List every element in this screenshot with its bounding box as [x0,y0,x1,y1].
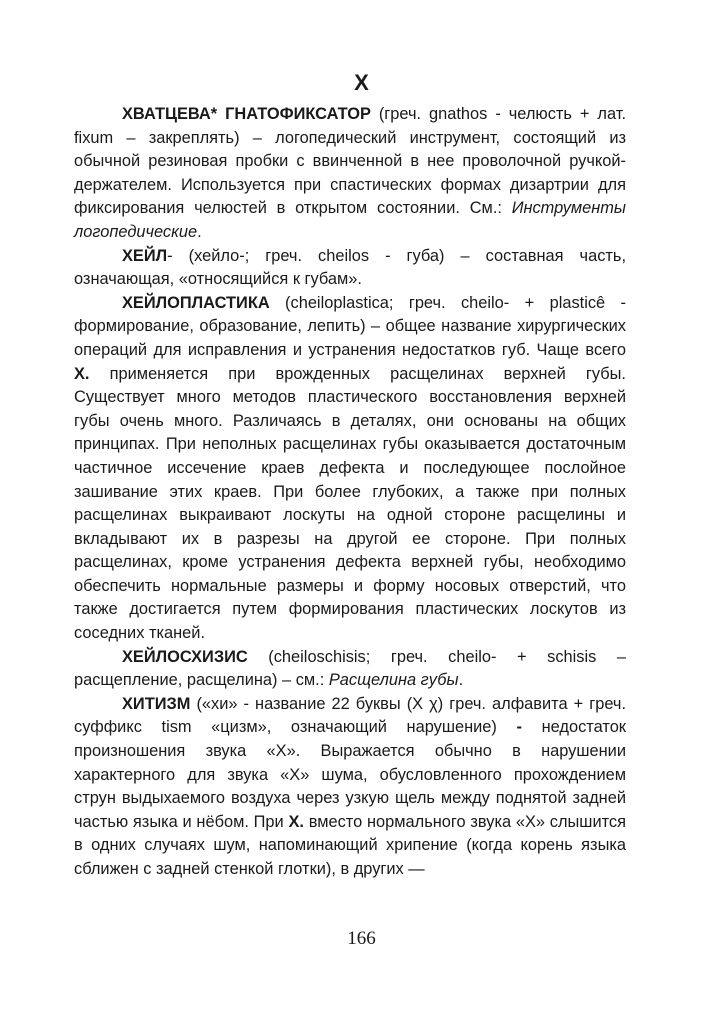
entry-definition-part-2: недостаток произношения звука «Х». Выражается обычно в нарушении характерного для звука «Х» шума, обусловленного прохождением струн выдыхаемого воздуха через узкую щель между поднятой задней частью языка и нёбом. При [74,718,626,831]
entry-term: ХЕЙЛ [122,246,168,265]
entry-definition-part-3: вместо нормального звука «Х» слышится в одних случаях шум, напоминающий хрипение (когда корень языка сближен с задней стенкой глотки), в других — [74,812,627,878]
entry-khvattseva-gnatofiksator [74,103,626,245]
inline-abbreviation: Х. [288,812,304,831]
entry-definition: (cheiloschisis; греч. cheilo- + schisis – расщепление, расщелина) – см.: [74,647,626,690]
entry-tail: . [458,671,464,690]
page-number: 166 [347,928,376,949]
entry-term: ХЕЙЛОПЛАСТИКА [122,293,270,312]
cross-reference: Расщелина губы [328,671,459,690]
entry-definition: - (хейло-; греч. cheilos - губа) – составная часть, означающая, «относящийся к губам». [74,246,626,289]
entry-definition-part-1: («хи» - название 22 буквы (Χ χ) греч. алфавита + греч. суффикс tism «цизм», означающий нарушение) [74,694,626,737]
entry-definition-part-2: применяется при врожденных расщелинах верхней губы. Существует много методов пластического восстановления верхней губы очень много. Различаясь в деталях, они основаны на общих принципах. При неполных расщелинах губы оказывается достаточным частичное иссечение краев дефекта и последующее послойное зашивание этих краев. При более глубоких, а также при полных расщелинах выкраивают лоскуты на одной стороне расщелины и вкладывают их в разрезы на другой ее стороне. При полных расщелинах, кроме устранения дефекта верхней губы, необходимо обеспечить нормальные размеры и форму носовых отверстий, что также достигается путем формирования пластических лоскутов из соседних тканей. [74,364,626,643]
entry-term: ХИТИЗМ [122,694,191,713]
entry-kheiloskhizis [74,646,626,693]
section-letter-heading: Х [354,70,369,95]
entry-khitizm [74,693,626,882]
entry-kheil [74,245,626,292]
entry-term: ХВАТЦЕВА* ГНАТОФИКСАТОР [122,105,371,123]
entry-definition: (греч. gnathos - челюсть + лат. fixum – закреплять) – логопедический инструмент, состоящий из обычной резиновая пробки с ввинченной в нее проволочной ручкой-держателем. Используется при спастических формах дизартрии для фиксирования челюстей в открытом состоянии. См.: [74,105,626,218]
cross-reference: Инструменты логопедические [74,199,626,241]
entry-kheiloplastika [74,292,626,646]
entry-term: ХЕЙЛОСХИЗИС [122,647,248,666]
entry-definition-part-1: (cheiloplastica; греч. cheilo- + plasticê - формирование, образование, лепить) – общее название хирургических операций для исправления и устранения недостатков губ. Чаще всего [74,293,626,359]
inline-abbreviation: Х. [74,364,90,383]
dictionary-body [74,103,626,882]
entry-tail: . [197,222,202,241]
bold-dash: - [516,718,522,737]
